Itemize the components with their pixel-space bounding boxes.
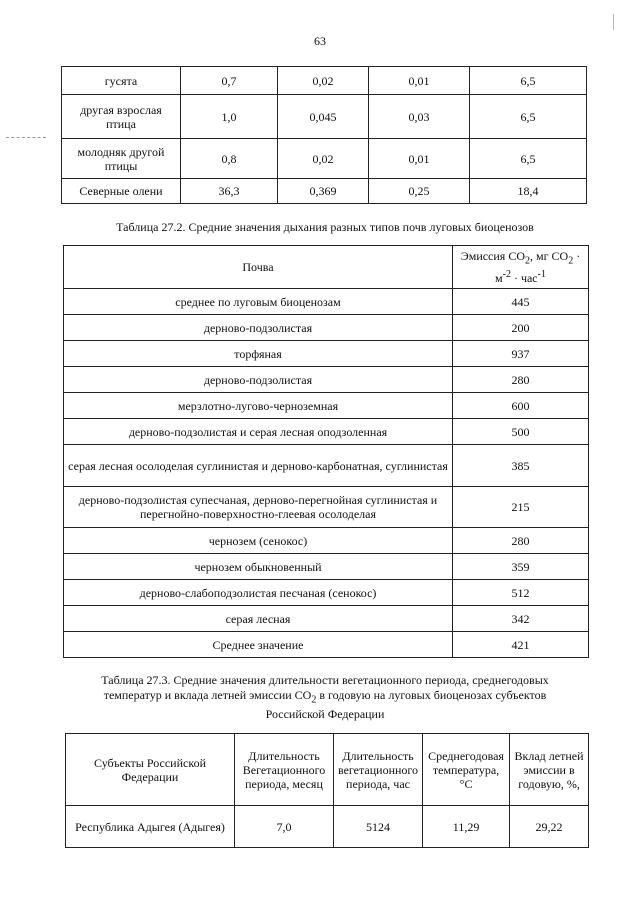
table-row [64, 367, 589, 393]
soil-cell: дерново-подзолистая [64, 315, 453, 341]
table-header-row [64, 246, 589, 289]
value-cell: 421 [453, 632, 589, 658]
scan-mark [6, 137, 46, 139]
table-cell: 18,4 [470, 179, 587, 204]
table-cell: 5124 [334, 806, 423, 848]
header-text: м [495, 271, 503, 286]
value-cell: 280 [453, 528, 589, 554]
table-cell: 1,0 [181, 95, 278, 139]
table-cell: 6,5 [470, 67, 587, 95]
table-cell: 6,5 [470, 139, 587, 179]
table-row [64, 487, 589, 528]
table-row [62, 95, 587, 139]
table-cell: 11,29 [423, 806, 510, 848]
header-text: , мг CO [530, 248, 569, 263]
vegetation-period-table [65, 733, 589, 848]
table-row [64, 606, 589, 632]
superscript: -2 [502, 269, 511, 281]
superscript: -1 [537, 269, 546, 281]
table-row [64, 289, 589, 315]
soil-cell: серая лесная осолоделая суглинистая и дерново-карбонатная, суглинистая [64, 445, 453, 487]
soil-cell: дерново-подзолистая супесчаная, дерново-перегнойная суглинистая и перегнойно-поверхностно-глеевая осолоделая [64, 487, 453, 528]
table-row [62, 67, 587, 95]
column-header: Субъекты Российской Федерации [66, 734, 235, 806]
table-cell: 0,045 [278, 95, 369, 139]
table-row [64, 341, 589, 367]
table-row [64, 419, 589, 445]
header-text: · [573, 248, 581, 263]
table-row [64, 580, 589, 606]
value-cell: 342 [453, 606, 589, 632]
soil-cell: мерзлотно-лугово-черноземная [64, 393, 453, 419]
soil-cell: чернозем (сенокос) [64, 528, 453, 554]
table-row [64, 393, 589, 419]
soil-cell: среднее по луговым биоценозам [64, 289, 453, 315]
column-header [453, 246, 589, 289]
caption-line: Таблица 27.3. Средние значения длительности вегетационного периода, среднегодовых [101, 673, 549, 687]
livestock-table [61, 66, 587, 204]
value-cell: 215 [453, 487, 589, 528]
table-caption: Таблица 27.2. Средние значения дыхания разных типов почв луговых биоценозов [116, 220, 534, 234]
subscript: 2 [311, 694, 317, 706]
table-cell: 0,25 [369, 179, 470, 204]
column-header: Среднегодовая температура, °С [423, 734, 510, 806]
table-row [66, 806, 589, 848]
header-text: Эмиссия CO [460, 248, 525, 263]
table-row [64, 554, 589, 580]
table-cell: 0,01 [369, 139, 470, 179]
value-cell: 200 [453, 315, 589, 341]
table-cell: Республика Адыгея (Адыгея) [66, 806, 235, 848]
table-cell: 36,3 [181, 179, 278, 204]
soil-cell: чернозем обыкновенный [64, 554, 453, 580]
table-cell: 7,0 [235, 806, 334, 848]
value-cell: 280 [453, 367, 589, 393]
soil-cell: дерново-слабоподзолистая песчаная (сенокос) [64, 580, 453, 606]
table-cell: молодняк другой птицы [62, 139, 181, 179]
caption-line: Российской Федерации [265, 707, 385, 722]
table-cell: другая взрослая птица [62, 95, 181, 139]
table-row [64, 632, 589, 658]
table-caption [60, 673, 590, 722]
scan-mark [613, 14, 618, 30]
table-cell: гусята [62, 67, 181, 95]
header-text: · час [510, 271, 538, 286]
value-cell: 937 [453, 341, 589, 367]
table-row [64, 315, 589, 341]
value-cell: 600 [453, 393, 589, 419]
caption-line: в годовую на луговых биоценозах субъектов [316, 688, 547, 702]
column-header: Длительность Вегетационного периода, месяц [235, 734, 334, 806]
column-header: Вклад летней эмиссии в годовую, %, [510, 734, 589, 806]
table-cell: 0,02 [278, 67, 369, 95]
caption-line: температур и вклада летней эмиссии CO [103, 688, 312, 702]
table-cell: 0,369 [278, 179, 369, 204]
table-row [64, 445, 589, 487]
soil-cell: дерново-подзолистая [64, 367, 453, 393]
table-row [64, 528, 589, 554]
soil-cell: серая лесная [64, 606, 453, 632]
table-cell: Северные олени [62, 179, 181, 204]
soil-cell: торфяная [64, 341, 453, 367]
value-cell: 385 [453, 445, 589, 487]
column-header: Почва [64, 246, 453, 289]
table-cell: 6,5 [470, 95, 587, 139]
table-cell: 0,03 [369, 95, 470, 139]
subscript: 2 [568, 255, 574, 267]
value-cell: 500 [453, 419, 589, 445]
table-cell: 0,01 [369, 67, 470, 95]
table-header-row [66, 734, 589, 806]
value-cell: 445 [453, 289, 589, 315]
table-cell: 0,02 [278, 139, 369, 179]
soil-cell: Среднее значение [64, 632, 453, 658]
table-row [62, 179, 587, 204]
soil-respiration-table [63, 245, 589, 658]
table-cell: 29,22 [510, 806, 589, 848]
table-cell: 0,8 [181, 139, 278, 179]
table-row [62, 139, 587, 179]
table-cell: 0,7 [181, 67, 278, 95]
value-cell: 359 [453, 554, 589, 580]
column-header: Длительность вегетационного периода, час [334, 734, 423, 806]
page-number: 63 [314, 34, 326, 48]
value-cell: 512 [453, 580, 589, 606]
soil-cell: дерново-подзолистая и серая лесная оподзоленная [64, 419, 453, 445]
subscript: 2 [525, 255, 530, 267]
